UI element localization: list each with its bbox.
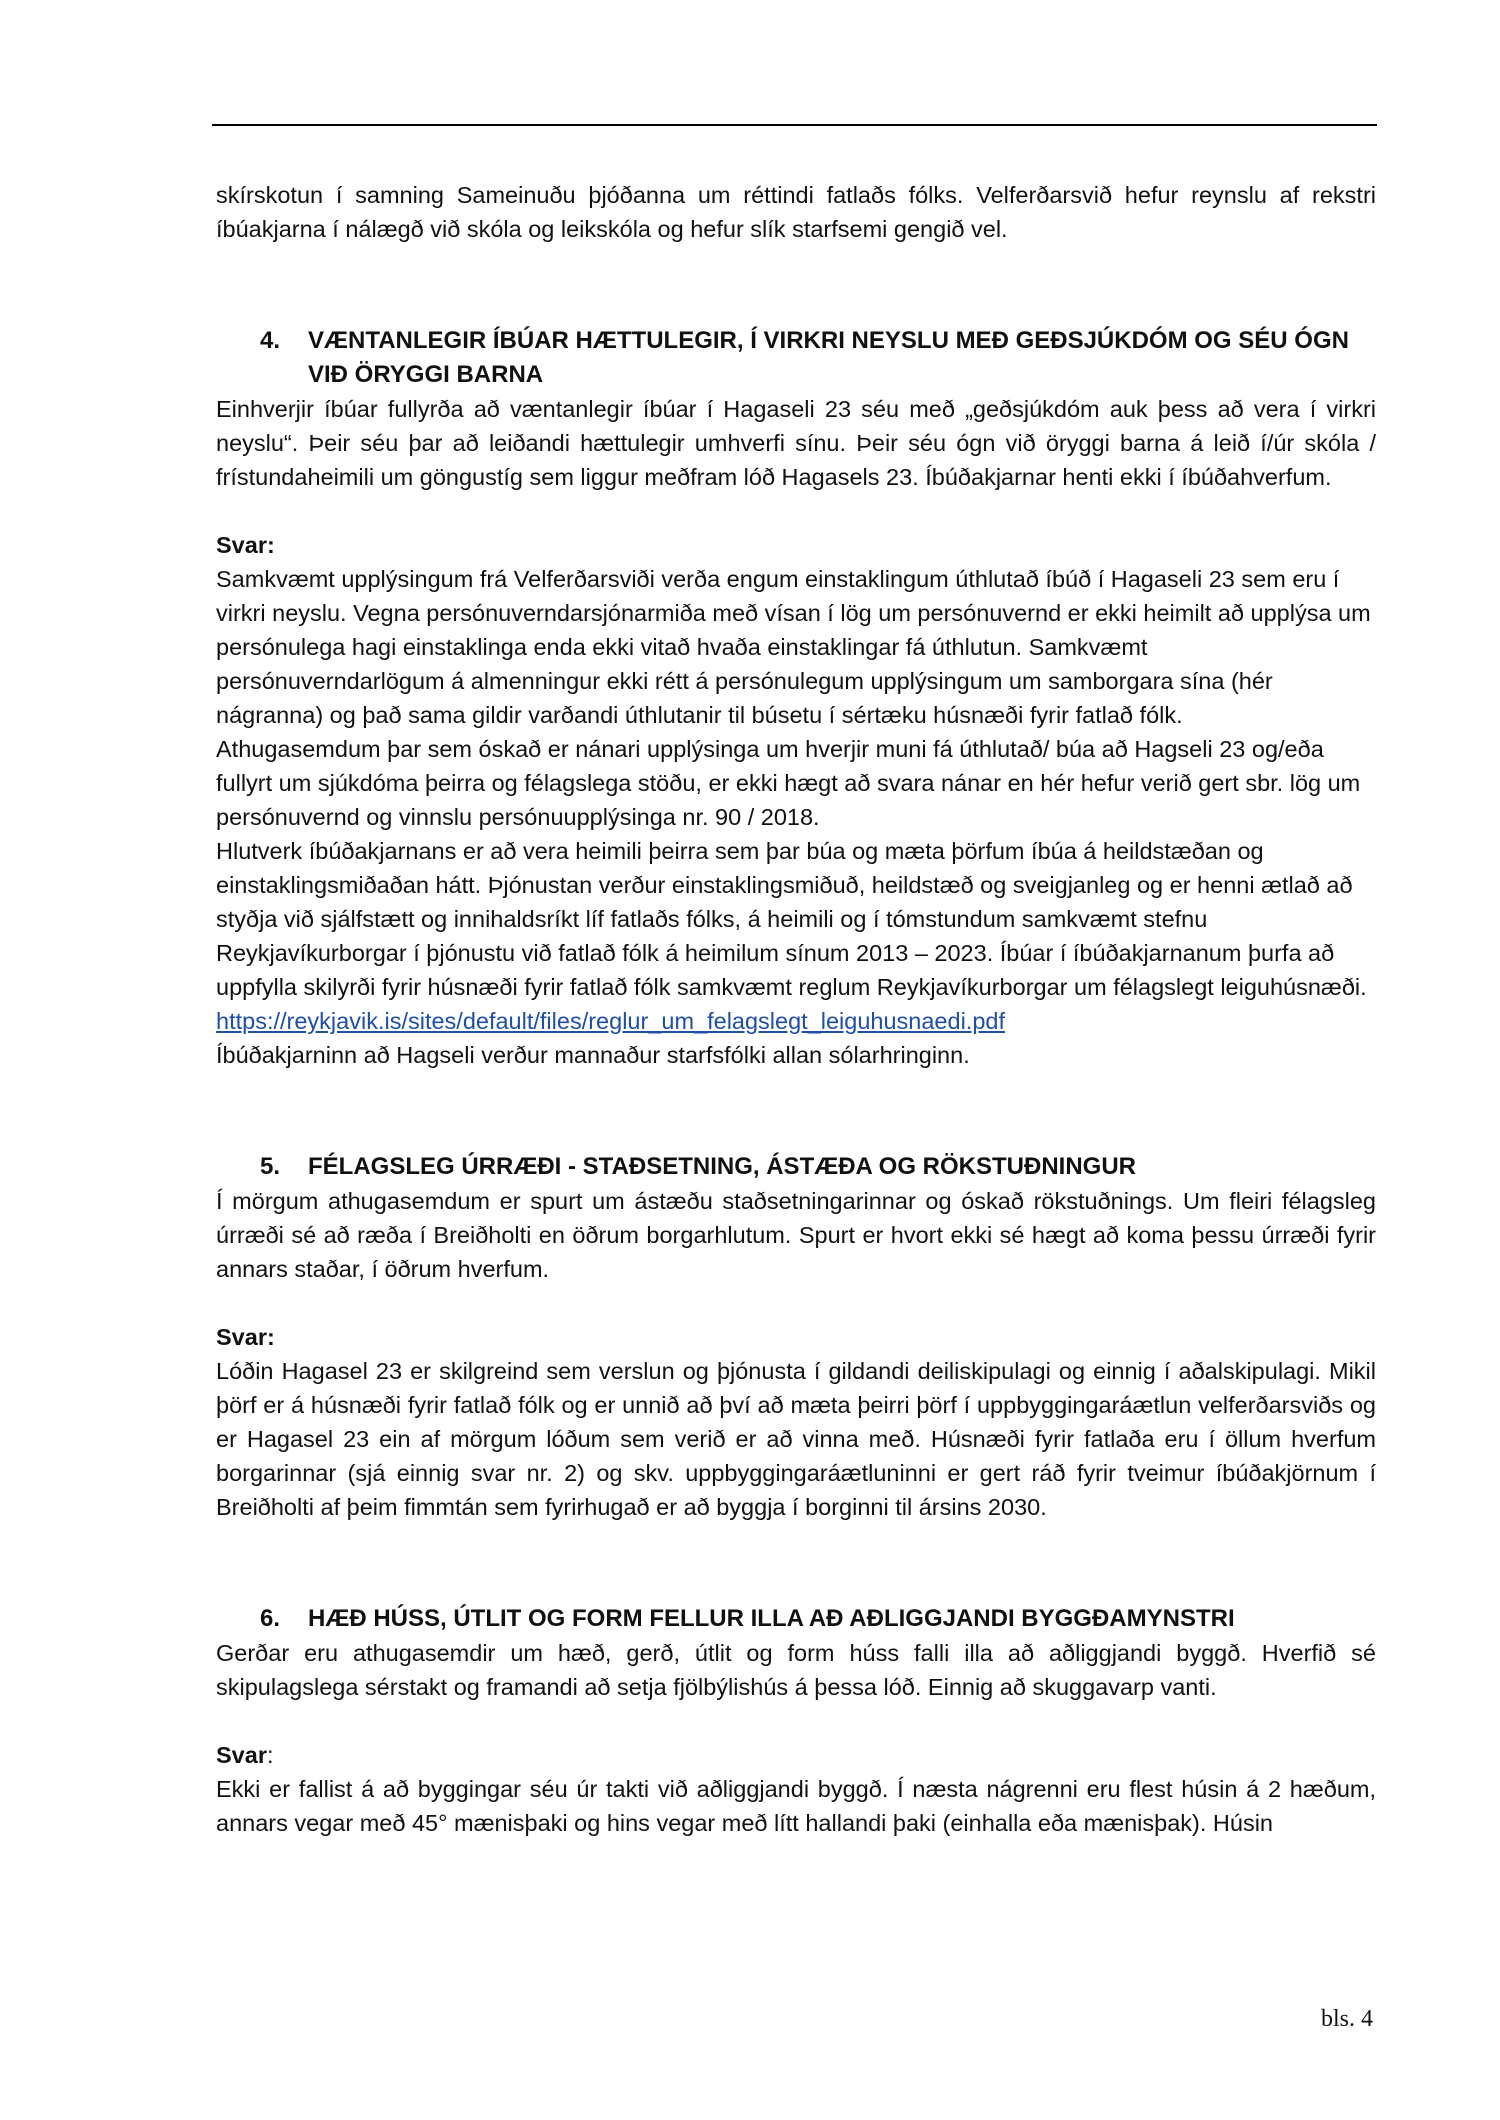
- document-body: [216, 178, 1376, 1840]
- svar-label: Svar:: [216, 1324, 275, 1350]
- svar-label-line: [216, 1738, 1376, 1772]
- section-5-answer: Lóðin Hagasel 23 er skilgreind sem verslun og þjónusta í gildandi deiliskipulagi og einnig í aðalskipulagi. Mikil þörf er á húsnæði fyrir fatlað fólk og er unnið að því að mæta þeirri þörf í uppbyggingaráætlun velferðarsviðs og er Hagasel 23 ein af mörgum lóðum sem verið er að vinna með. Húsnæði fyrir fatlaða eru í öllum hverfum borgarinnar (sjá einnig svar nr. 2) og skv. uppbyggingaráætluninni er gert ráð fyrir tveimur íbúðakjörnum í Breiðholti af þeim fimmtán sem fyrirhugað er að byggja í borginni til ársins 2030.: [216, 1358, 1376, 1520]
- header-rule: [212, 124, 1377, 126]
- section-title: VÆNTANLEGIR ÍBÚAR HÆTTULEGIR, Í VIRKRI NEYSLU MEÐ GEÐSJÚKDÓM OG SÉU ÓGN VIÐ ÖRYGGI BARNA: [308, 327, 1349, 388]
- paragraph-intro: skírskotun í samning Sameinuðu þjóðanna um réttindi fatlaðs fólks. Velferðarsvið hefur reynslu af rekstri íbúakjarna í nálægð við skóla og leikskóla og hefur slík starfsemi gengið vel.: [216, 182, 1376, 242]
- section-number: 5.: [260, 1153, 281, 1180]
- regulations-link[interactable]: https://reykjavik.is/sites/default/files/reglur_um_felagslegt_leiguhusnaedi.pdf: [216, 1008, 1005, 1034]
- section-5-heading: [216, 1150, 1376, 1184]
- page-number: bls. 4: [1320, 2006, 1373, 2032]
- section-6-text: Gerðar eru athugasemdir um hæð, gerð, útlit og form húss falli illa að aðliggjandi byggð. Hverfið sé skipulagslega sérstakt og framandi að setja fjölbýlishús á þessa lóð. Einnig að skuggavarp vanti.: [216, 1640, 1376, 1700]
- svar-colon: :: [266, 1742, 274, 1768]
- section-4-answer-4: Íbúðakjarninn að Hagseli verður mannaður starfsfólki allan sólarhringinn.: [216, 1042, 970, 1068]
- section-number: 4.: [260, 327, 281, 354]
- section-4-answer-3: Hlutverk íbúðakjarnans er að vera heimili þeirra sem þar búa og mæta þörfum íbúa á heildstæðan og einstaklingsmiðaðan hátt. Þjónustan verður einstaklingsmiðuð, heildstæð og sveigjanleg og er henni ætlað að styðja við sjálfstætt og innihaldsríkt líf fatlaðs fólks, á heimili og í tómstundum samkvæmt stefnu Reykjavíkurborgar í þjónustu við fatlað fólk á heimilum sínum 2013 – 2023. Íbúar í íbúðakjarnanum þurfa að uppfylla skilyrði fyrir húsnæði fyrir fatlað fólk samkvæmt reglum Reykjavíkurborgar um félagslegt leiguhúsnæði.: [216, 838, 1367, 1000]
- section-6-answer: Ekki er fallist á að byggingar séu úr takti við aðliggjandi byggð. Í næsta nágrenni eru flest húsin á 2 hæðum, annars vegar með 45° mænisþaki og hins vegar með lítt hallandi þaki (einhalla eða mænisþak). Húsin: [216, 1776, 1376, 1836]
- section-title: HÆÐ HÚSS, ÚTLIT OG FORM FELLUR ILLA AÐ AÐLIGGJANDI BYGGÐAMYNSTRI: [308, 1605, 1235, 1632]
- section-number: 6.: [260, 1605, 281, 1632]
- section-5-text: Í mörgum athugasemdum er spurt um ástæðu staðsetningarinnar og óskað rökstuðnings. Um fleiri félagsleg úrræði sé að ræða í Breiðholti en öðrum borgarhlutum. Spurt er hvort ekki sé hægt að koma þessu úrræði fyrir annars staðar, í öðrum hverfum.: [216, 1188, 1376, 1282]
- svar-label: Svar: [216, 1742, 267, 1768]
- section-4-text: Einhverjir íbúar fullyrða að væntanlegir íbúar í Hagaseli 23 séu með „geðsjúkdóm auk þess að vera í virkri neyslu“. Þeir séu þar að leiðandi hættulegir umhverfi sínu. Þeir séu ógn við öryggi barna á leið í/úr skóla / frístundaheimili um göngustíg sem liggur meðfram lóð Hagasels 23. Íbúðakjarnar henti ekki í íbúðahverfum.: [216, 396, 1376, 490]
- section-4-answer-2: Athugasemdum þar sem óskað er nánari upplýsinga um hverjir muni fá úthlutað/ búa að Hagseli 23 og/eða fullyrt um sjúkdóma þeirra og félagslega stöðu, er ekki hægt að svara nánar en hér hefur verið gert sbr. lög um persónuvernd og vinnslu persónuupplýsinga nr. 90 / 2018.: [216, 736, 1361, 830]
- svar-label: Svar:: [216, 532, 275, 558]
- section-4-heading: [216, 324, 1376, 392]
- section-title: FÉLAGSLEG ÚRRÆÐI - STAÐSETNING, ÁSTÆÐA OG RÖKSTUÐNINGUR: [308, 1153, 1136, 1180]
- section-6-heading: [216, 1602, 1376, 1636]
- section-4-answer-1: Samkvæmt upplýsingum frá Velferðarsviði verða engum einstaklingum úthlutað íbúð í Hagaseli 23 sem eru í virkri neyslu. Vegna persónuverndarsjónarmiða með vísan í lög um persónuvernd er ekki heimilt að upplýsa um persónulega hagi einstaklinga enda ekki vitað hvaða einstaklingar fá úthlutun. Samkvæmt persónuverndarlögum á almenningur ekki rétt á persónulegum upplýsingum um samborgara sína (hér nágranna) og það sama gildir varðandi úthlutanir til búsetu í sértæku húsnæði fyrir fatlað fólk.: [216, 566, 1371, 728]
